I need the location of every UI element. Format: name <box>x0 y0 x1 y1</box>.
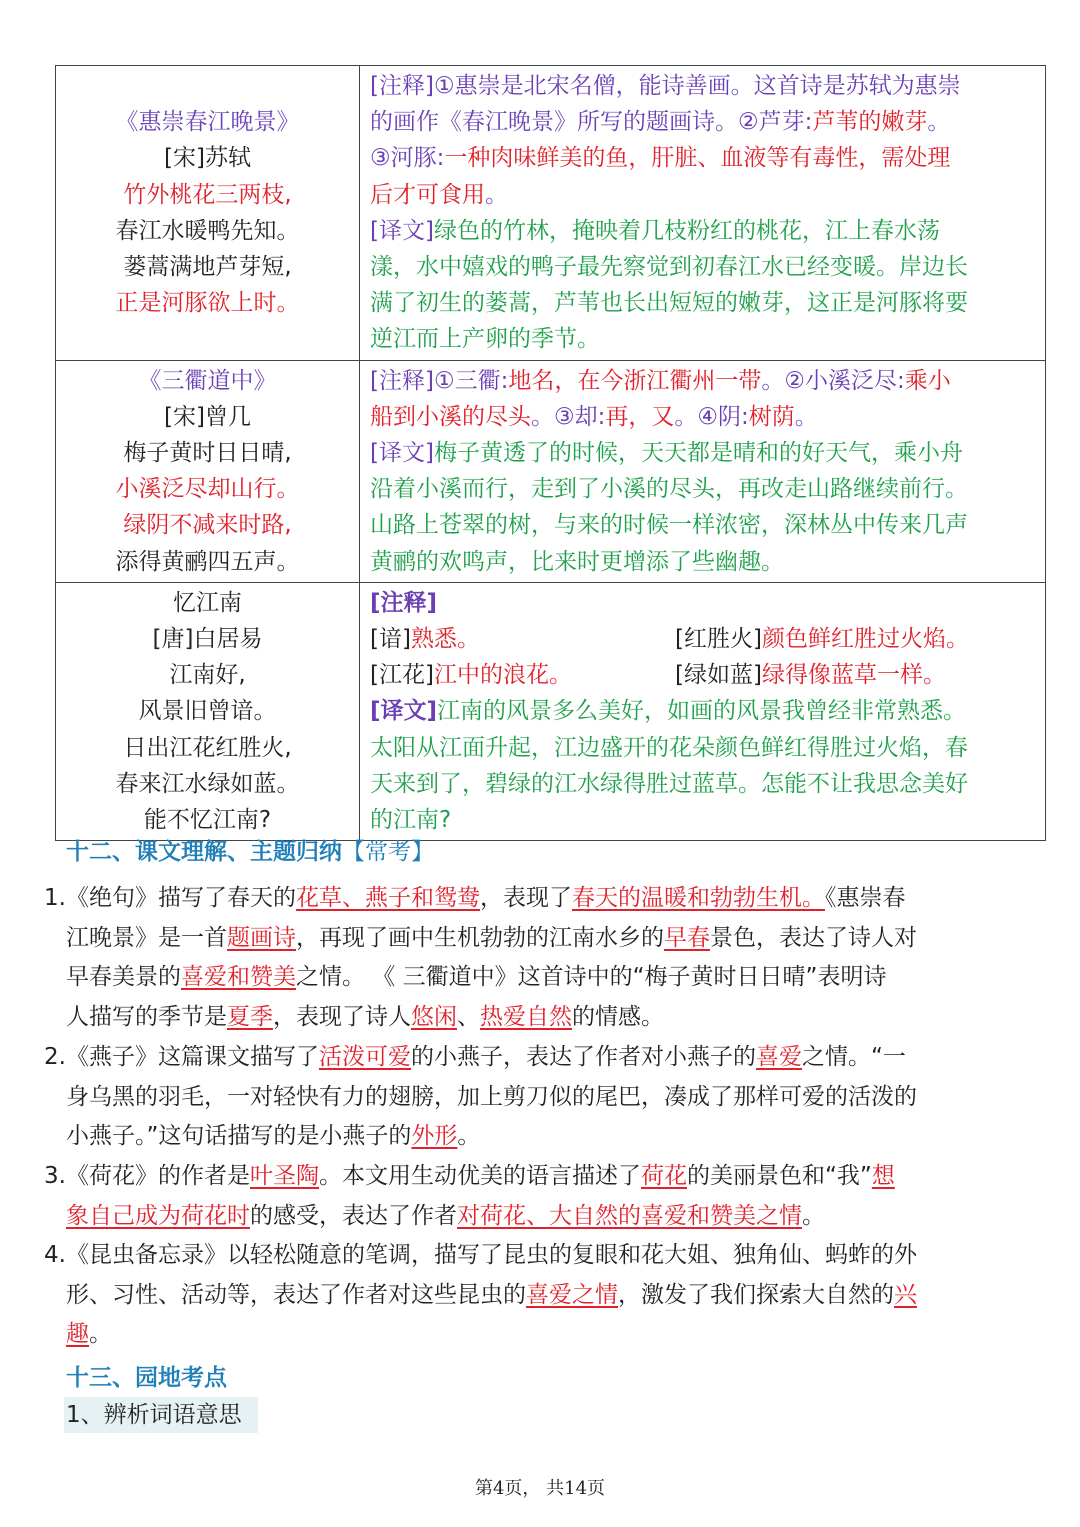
poem-line: 蒌蒿满地芦芽短, <box>123 254 292 281</box>
note-segment: 逆江而上产卵的季节。 <box>370 326 600 353</box>
note-line <box>370 104 1039 140</box>
poem-cell <box>56 360 360 582</box>
note-segment: 。②小溪泛尽: <box>761 367 905 394</box>
note-segment: 。 <box>485 181 508 208</box>
text-segment: 江晚景》是一首 <box>66 924 227 951</box>
table-row <box>56 360 1046 582</box>
text-segment: 身乌黑的羽毛，一对轻快有力的翅膀，加上剪刀似的尾巴，凑成了那样可爱的活泼的 <box>66 1083 917 1110</box>
item-number: 3. <box>44 1163 66 1189</box>
glossary-row <box>370 621 1039 657</box>
poem-line: 小溪泛尽却山行。 <box>115 476 300 503</box>
note-line <box>370 507 1039 543</box>
glossary-term: [绿如蓝] <box>675 662 762 689</box>
text-segment: 小燕子。”这句话描写的是小燕子的 <box>66 1123 412 1150</box>
note-line <box>370 285 1039 321</box>
answer-highlight: 兴 <box>894 1281 917 1308</box>
note-segment: 。 <box>794 403 818 430</box>
item-number: 4. <box>44 1242 66 1268</box>
answer-highlight: 热爱自然 <box>480 1003 572 1030</box>
poem-cell <box>56 582 360 840</box>
notes-cell <box>360 582 1046 840</box>
text-line <box>40 1315 1025 1355</box>
answer-highlight: 春天的温暖和勃勃生机。 <box>572 885 825 911</box>
poem-line: 江南好, <box>169 662 246 689</box>
glossary-def: 江中的浪花。 <box>433 662 572 689</box>
text-line <box>40 1276 1025 1316</box>
text-line <box>40 879 1025 919</box>
poem-line: 春来江水绿如蓝。 <box>115 770 300 797</box>
note-segment: 梅子黄透了的时候，天天都是晴和的好天气，乘小舟 <box>433 440 963 467</box>
note-segment: 黄鹂的欢鸣声，比来时更增添了些幽趣。 <box>370 548 784 575</box>
note-segment: [译文] <box>370 217 434 244</box>
poem-line: 能不忆江南? <box>143 807 272 834</box>
answer-highlight: 对荷花、大自然的喜爱和赞美之情 <box>457 1202 802 1229</box>
glossary-row <box>370 657 1039 693</box>
note-line <box>370 213 1039 249</box>
text-segment: 《荷花》的作者是 <box>66 1163 250 1189</box>
note-line <box>370 730 1039 766</box>
note-segment: 太阳从江面升起，江边盛开的花朵颜色鲜红得胜过火焰，春 <box>370 734 968 761</box>
answer-highlight: 喜爱之情 <box>526 1281 618 1308</box>
text-segment: 《绝句》描写了春天的 <box>66 885 296 911</box>
note-line <box>370 544 1039 580</box>
note-segment: 山路上苍翠的树，与来的时候一样浓密，深林丛中传来几声 <box>370 512 968 539</box>
text-segment: 早春美景的 <box>66 964 181 991</box>
note-segment: 地名，在今浙江衢州一带 <box>508 367 762 394</box>
text-segment: 的情感。 <box>572 1003 664 1030</box>
poem-title: 《惠崇春江晚景》 <box>115 109 300 136</box>
text-segment: 形、习性、活动等，表达了作者对这些昆虫的 <box>66 1281 526 1308</box>
poem-line: 春江水暖鸭先知。 <box>115 217 300 244</box>
note-segment: [注释]①三衢: <box>370 367 509 394</box>
exam-tag: 【常考】 <box>342 839 434 865</box>
note-line <box>370 802 1039 838</box>
list-item <box>40 1038 1025 1157</box>
text-line <box>40 919 1025 959</box>
note-line <box>370 693 1039 729</box>
poem-line: 梅子黄时日日晴, <box>123 440 292 467</box>
note-line <box>370 435 1039 471</box>
note-segment: 船到小溪的尽头 <box>370 403 531 430</box>
note-segment: 。④阴: <box>674 403 749 430</box>
note-line <box>370 321 1039 357</box>
answer-highlight: 荷花 <box>641 1163 687 1189</box>
answer-highlight: 想 <box>871 1163 895 1189</box>
list-item <box>40 1236 1025 1355</box>
note-segment: 的江南? <box>370 807 452 834</box>
page-footer: 第4页， 共14页 <box>474 1478 606 1499</box>
note-line <box>370 140 1039 176</box>
section-title-text: 十二、课文理解、主题归纳 <box>66 839 342 865</box>
text-segment: 、 <box>457 1003 480 1030</box>
text-segment: 《昆虫备忘录》以轻松随意的笔调，描写了昆虫的复眼和花大姐、独角仙、蚂蚱的外 <box>66 1242 917 1268</box>
answer-highlight: 喜爱和赞美 <box>181 964 296 991</box>
text-segment: 。 <box>89 1321 112 1348</box>
poem-cell <box>56 66 360 361</box>
text-segment: 的小燕子，表达了作者对小燕子的 <box>411 1044 756 1070</box>
note-segment: 的画作《春江晚景》所写的题画诗。②芦芽: <box>370 109 813 136</box>
glossary-def: 绿得像蓝草一样。 <box>761 662 946 689</box>
poem-title: 《三衢道中》 <box>138 367 277 394</box>
poem-author: [唐]白居易 <box>152 626 263 653</box>
poem-author: [宋]曾几 <box>164 403 251 430</box>
poem-line: 正是河豚欲上时。 <box>115 290 300 317</box>
answer-highlight: 喜爱 <box>756 1044 802 1070</box>
poem-line: 添得黄鹂四五声。 <box>115 548 300 575</box>
answer-highlight: 题画诗 <box>227 924 296 951</box>
text-line <box>40 998 1025 1038</box>
item-number: 1. <box>44 885 66 911</box>
text-segment: ，表现了诗人 <box>273 1003 411 1030</box>
note-segment: ③河豚: <box>370 145 445 172</box>
note-segment: 。③却: <box>531 403 606 430</box>
note-line <box>370 471 1039 507</box>
answer-highlight: 早春 <box>664 924 710 951</box>
glossary-term: [谙] <box>370 626 411 653</box>
poem-line: 绿阴不减来时路, <box>123 512 292 539</box>
text-segment: 。 <box>802 1202 825 1229</box>
item-number: 2. <box>44 1044 66 1070</box>
poem-title: 忆江南 <box>173 589 242 616</box>
note-segment: 天来到了，碧绿的江水绿得胜过蓝草。怎能不让我思念美好 <box>370 770 968 797</box>
text-segment: 的感受，表达了作者 <box>250 1202 457 1229</box>
text-segment: 的美丽景色和“我” <box>687 1163 872 1189</box>
poem-annotation-table <box>55 65 1046 841</box>
answer-highlight: 夏季 <box>227 1003 273 1030</box>
glossary-term: [江花] <box>370 662 434 689</box>
text-segment: 之情。 《 三衢道中》这首诗中的“梅子黄时日日晴”表明诗 <box>296 964 887 991</box>
note-segment: 满了初生的蒌蒿，芦苇也长出短短的嫩芽，这正是河豚将要 <box>370 290 968 317</box>
note-segment: [译文] <box>370 440 434 467</box>
note-segment: 后才可食用 <box>370 181 485 208</box>
glossary-def: 熟悉。 <box>410 626 480 653</box>
answer-highlight: 活泼可爱 <box>319 1044 411 1070</box>
text-segment: ，激发了我们探索大自然的 <box>618 1281 894 1308</box>
glossary-def: 颜色鲜红胜过火焰。 <box>761 626 969 653</box>
note-segment: 沿着小溪而行，走到了小溪的尽头，再改走山路继续前行。 <box>370 476 968 503</box>
table-row <box>56 582 1046 840</box>
text-segment: ，表现了 <box>480 885 572 911</box>
poem-line: 竹外桃花三两枝, <box>123 181 292 208</box>
answer-highlight: 花草、燕子和鸳鸯 <box>296 885 480 911</box>
text-line <box>40 1236 1025 1276</box>
text-segment: 之情。“一 <box>802 1044 906 1070</box>
note-segment: 乘小 <box>904 367 951 394</box>
list-item <box>40 1157 1025 1236</box>
note-segment: [注释]①惠崇是北宋名僧，能诗善画。这首诗是苏轼为惠崇 <box>370 73 961 99</box>
text-segment: ，再现了画中生机勃勃的江南水乡的 <box>296 924 664 951</box>
text-segment: 《燕子》这篇课文描写了 <box>66 1044 319 1070</box>
text-segment: 《惠崇春 <box>825 885 906 911</box>
note-segment: 芦苇的嫩芽 <box>812 109 928 136</box>
text-line <box>40 958 1025 998</box>
note-segment: 树荫 <box>748 403 795 430</box>
answer-highlight: 外形 <box>411 1123 458 1150</box>
poem-line: 日出江花红胜火, <box>123 734 292 761</box>
note-line <box>370 177 1039 213</box>
note-segment: [译文] <box>370 698 438 725</box>
text-line <box>40 1038 1025 1078</box>
text-line <box>40 1157 1025 1197</box>
text-line <box>40 1117 1025 1157</box>
note-segment: 再，又 <box>605 403 675 430</box>
answer-highlight: 叶圣陶 <box>250 1163 319 1189</box>
text-segment: 。 <box>457 1123 481 1150</box>
notes-cell <box>360 360 1046 582</box>
section-heading: 十三、园地考点 <box>66 1365 227 1391</box>
poem-author: [宋]苏轼 <box>164 145 251 172</box>
note-segment: 一种肉味鲜美的鱼，肝脏、血液等有毒性，需处理 <box>444 145 951 172</box>
glossary-term: [红胜火] <box>675 626 762 653</box>
note-segment: 。 <box>927 109 951 136</box>
note-segment: 江南的风景多么美好，如画的风景我曾经非常熟悉。 <box>437 698 967 725</box>
text-line <box>40 1197 1025 1237</box>
text-segment: 人描写的季节是 <box>66 1003 227 1030</box>
list-item <box>40 879 1025 1037</box>
answer-highlight: 象自己成为荷花时 <box>66 1202 250 1229</box>
poem-line: 风景旧曾谙。 <box>138 698 277 725</box>
notes-heading: [注释] <box>370 589 438 616</box>
text-segment: 景色，表达了诗人对 <box>710 924 917 951</box>
text-line <box>40 1078 1025 1118</box>
note-line <box>370 249 1039 285</box>
table-row <box>56 66 1046 361</box>
note-line <box>370 766 1039 802</box>
note-segment: 漾，水中嬉戏的鸭子最先察觉到初春江水已经变暖。岸边长 <box>370 254 968 281</box>
answer-highlight: 悠闲 <box>411 1003 457 1030</box>
note-line <box>370 68 1039 104</box>
sub-heading: 1、辨析词语意思 <box>64 1397 258 1433</box>
note-segment: 绿色的竹林，掩映着几枝粉红的桃花，江上春水荡 <box>433 217 940 244</box>
notes-cell <box>360 66 1046 361</box>
note-line <box>370 399 1039 435</box>
text-segment: 。本文用生动优美的语言描述了 <box>319 1163 641 1189</box>
section-heading <box>66 833 434 866</box>
note-line <box>370 363 1039 399</box>
answer-highlight: 趣 <box>66 1321 89 1348</box>
